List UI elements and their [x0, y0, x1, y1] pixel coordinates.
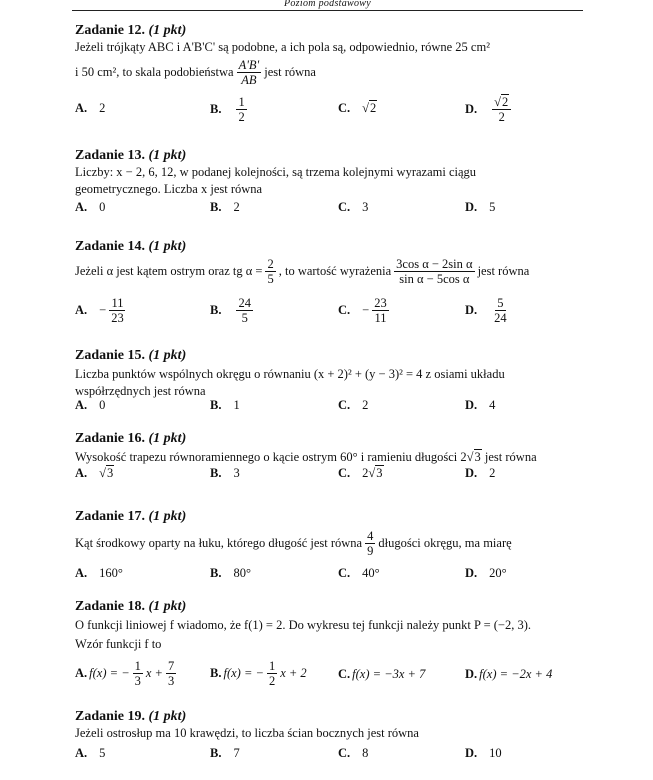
answer-c[interactable]: C. 3: [338, 200, 369, 214]
answer-c[interactable]: C. 2 √3: [338, 466, 383, 480]
task-statement: Jeżeli α jest kątem ostrym oraz tg α = $\frac{2}{5}$ , to wartość wyrażenia $\frac{\text{3cos α − 2sin α}}{\text{sin α − 5cos α}}$ jest równa: [75, 257, 530, 286]
page-header: [72, 0, 583, 11]
answer-b[interactable]: B. f(x) = − $\frac{1}{2}$ x + 2: [210, 659, 307, 688]
task-points: (1 pkt): [148, 709, 187, 724]
task-19: [75, 708, 585, 766]
task-points: (1 pkt): [148, 599, 187, 614]
answer-b[interactable]: B. $\frac{1}{2}$: [210, 95, 245, 124]
fraction: $\frac{23}{11}$: [374, 296, 387, 325]
answer-a[interactable]: A. 0: [75, 200, 106, 214]
answer-options: [75, 398, 585, 418]
task-title: Zadanie 15.: [75, 348, 146, 363]
task-title: Zadanie 13.: [75, 148, 146, 163]
answer-c[interactable]: C. f(x) = −3x + 7: [338, 667, 426, 681]
fraction: $\frac{5}{24}$: [494, 296, 507, 325]
answer-options: [75, 566, 585, 586]
answer-options: [75, 200, 585, 220]
answer-a[interactable]: A. − $\frac{11}{23}$: [75, 296, 124, 325]
answer-a[interactable]: A. 0: [75, 398, 106, 412]
task-points: (1 pkt): [148, 348, 187, 363]
answer-d[interactable]: D. $\frac{5}{24}$: [465, 296, 507, 325]
answer-b[interactable]: B. 3: [210, 466, 240, 480]
answer-options: [75, 659, 585, 691]
task-17: [75, 508, 585, 586]
answer-d[interactable]: D. 5: [465, 200, 496, 214]
answer-d[interactable]: D. 2: [465, 466, 496, 480]
answer-options: [75, 746, 585, 766]
answer-b[interactable]: B. 7: [210, 746, 240, 760]
answer-b[interactable]: B. 1: [210, 398, 240, 412]
answer-b[interactable]: B. 2: [210, 200, 240, 214]
task-statement: Wysokość trapezu równoramiennego o kącie ostrym 60° i ramieniu długości 2√3 jest równa: [75, 450, 537, 464]
task-16: [75, 430, 585, 486]
answer-a[interactable]: A. 2: [75, 101, 106, 115]
answer-a[interactable]: A. 5: [75, 746, 106, 760]
fraction: $\frac{2}{5}$: [267, 257, 274, 286]
answer-c[interactable]: C. 2: [338, 398, 369, 412]
answer-d[interactable]: D. 4: [465, 398, 496, 412]
sqrt-symbol: √2: [362, 101, 377, 115]
answer-options: [75, 296, 585, 330]
task-title: Zadanie 18.: [75, 599, 146, 614]
header-text: Poziom podstawowy: [283, 0, 372, 9]
task-18: [75, 598, 585, 691]
fraction: $\frac{1}{3}$: [134, 659, 141, 688]
task-statement: O funkcji liniowej f wiadomo, że f(1) = 2. Do wykresu tej funkcji należy punkt P = (−2, 3).: [75, 618, 531, 632]
task-12: [75, 22, 585, 125]
task-statement-line2: geometrycznego. Liczba x jest równa: [75, 182, 263, 196]
task-title: Zadanie 16.: [75, 431, 146, 446]
answer-b[interactable]: B. $\frac{24}{5}$: [210, 296, 251, 325]
task-points: (1 pkt): [148, 431, 187, 446]
answer-c[interactable]: C. − $\frac{23}{11}$: [338, 296, 387, 325]
answer-options: [75, 95, 585, 125]
fraction: $\frac{4}{9}$: [367, 529, 374, 558]
answer-c[interactable]: C. 40°: [338, 566, 380, 580]
fraction: $\frac{24}{5}$: [238, 296, 251, 325]
sqrt-symbol: √3: [99, 466, 114, 480]
task-statement: Liczba punktów wspólnych okręgu o równaniu (x + 2)² + (y − 3)² = 4 z osiami układu: [75, 367, 505, 381]
task-statement-line2: i 50 cm², to skala podobieństwa $\frac{A'B'}{AB}$ jest równa: [75, 58, 316, 87]
answer-d[interactable]: D. 20°: [465, 566, 507, 580]
task-statement: Jeżeli trójkąty ABC i A'B'C' są podobne, a ich pola są, odpowiednio, równe 25 cm²: [75, 40, 490, 54]
task-points: (1 pkt): [148, 23, 187, 38]
task-title: Zadanie 14.: [75, 239, 146, 254]
task-statement-line2: Wzór funkcji f to: [75, 637, 162, 651]
answer-a[interactable]: A. √3: [75, 466, 114, 480]
answer-d[interactable]: D. $\frac{√2}{2}$: [465, 95, 514, 124]
expression-fraction: $\frac{\text{3cos α − 2sin α}}{\text{sin α − 5cos α}}$: [396, 257, 473, 286]
fraction: $\frac{7}{3}$: [167, 659, 175, 688]
task-statement: Kąt środkowy oparty na łuku, którego długość jest równa $\frac{4}{9}$ długości okręgu, ma miarę: [75, 529, 512, 558]
answer-options: [75, 466, 585, 486]
sqrt-symbol: √3: [368, 466, 383, 480]
task-title: Zadanie 17.: [75, 509, 146, 524]
answer-a[interactable]: A. 160°: [75, 566, 123, 580]
answer-b[interactable]: B. 80°: [210, 566, 251, 580]
fraction: $\frac{1}{2}$: [268, 659, 276, 688]
answer-a[interactable]: A. f(x) = − $\frac{1}{3}$ x + $\frac{7}{3}$: [75, 659, 175, 688]
answer-c[interactable]: C. 8: [338, 746, 369, 760]
task-title: Zadanie 19.: [75, 709, 146, 724]
task-13: [75, 147, 585, 220]
fraction: $\frac{1}{2}$: [238, 95, 245, 124]
task-statement: Jeżeli ostrosłup ma 10 krawędzi, to liczba ścian bocznych jest równa: [75, 726, 419, 740]
fraction: $\frac{A'B'}{AB}$: [238, 58, 260, 87]
task-14: [75, 238, 585, 330]
task-statement-line2: współrzędnych jest równa: [75, 384, 206, 398]
task-15: [75, 347, 585, 418]
fraction: $\frac{√2}{2}$: [492, 95, 511, 124]
answer-d[interactable]: D. f(x) = −2x + 4: [465, 667, 553, 681]
answer-d[interactable]: D. 10: [465, 746, 502, 760]
fraction: $\frac{11}{23}$: [111, 296, 124, 325]
sqrt-symbol: √3: [466, 450, 481, 464]
task-statement: Liczby: x − 2, 6, 12, w podanej kolejności, są trzema kolejnymi wyrazami ciągu: [75, 165, 477, 179]
task-points: (1 pkt): [148, 148, 187, 163]
task-title: Zadanie 12.: [75, 23, 146, 38]
task-points: (1 pkt): [148, 509, 187, 524]
answer-c[interactable]: C. √2: [338, 101, 377, 115]
task-points: (1 pkt): [148, 239, 187, 254]
